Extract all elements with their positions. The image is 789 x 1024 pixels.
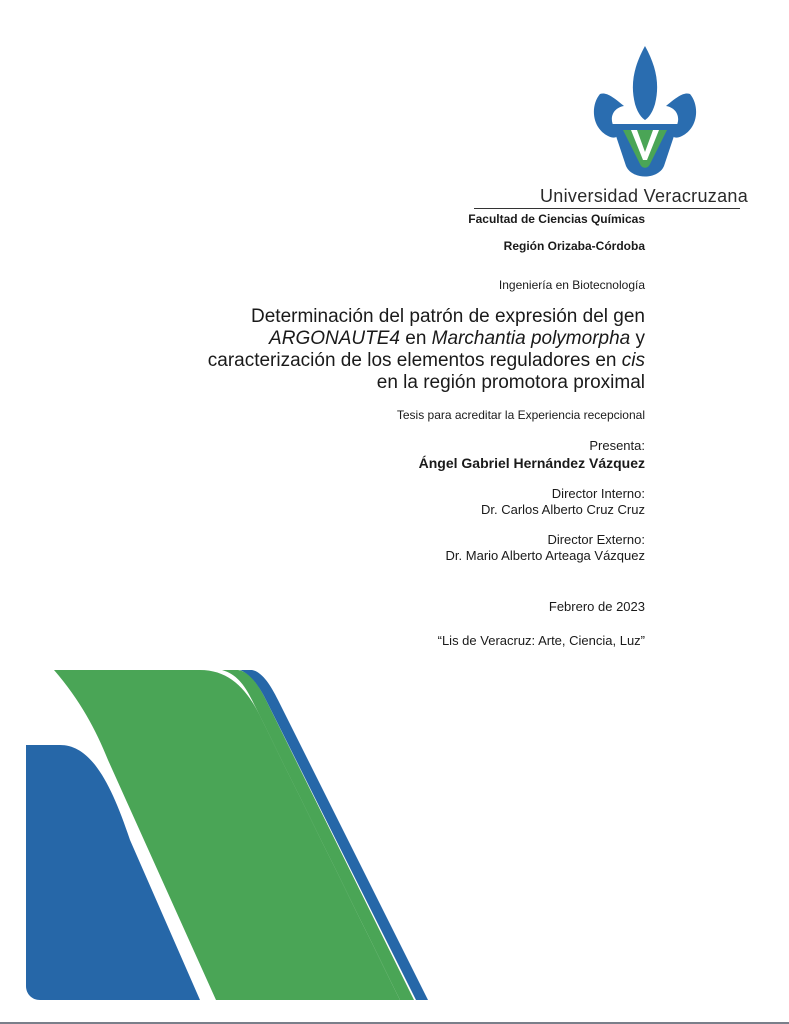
university-name-rule — [474, 208, 740, 209]
university-logo-icon — [590, 44, 700, 184]
program-name: Ingeniería en Biotecnología — [498, 278, 645, 292]
region-name: Región Orizaba-Córdoba — [503, 239, 645, 253]
presenta-label: Presenta: — [589, 438, 645, 453]
university-motto: “Lis de Veracruz: Arte, Ciencia, Luz” — [437, 633, 645, 648]
wave-bands-decoration — [0, 660, 789, 1024]
faculty-name: Facultad de Ciencias Químicas — [468, 212, 645, 226]
title-species: Marchantia polymorpha — [431, 328, 631, 349]
title-cis: cis — [621, 350, 645, 371]
uv-wave-bands-icon — [0, 660, 789, 1024]
title-gene: ARGONAUTE4 — [269, 328, 400, 349]
title-part2: en — [399, 328, 432, 349]
director-interno-label: Director Interno: — [551, 486, 645, 501]
director-interno-name: Dr. Carlos Alberto Cruz Cruz — [481, 502, 645, 517]
title-part1: Determinación del patrón de expresión del gen — [251, 306, 645, 327]
thesis-title — [185, 306, 645, 394]
thesis-purpose: Tesis para acreditar la Experiencia recepcional — [396, 408, 645, 422]
title-part4: en la región promotora proximal — [376, 372, 645, 393]
director-externo-label: Director Externo: — [547, 532, 645, 547]
title-part3: y caracterización de los elementos reguladores en — [207, 328, 645, 371]
thesis-date: Febrero de 2023 — [548, 599, 645, 614]
university-name: Universidad Veracruzana — [540, 186, 749, 206]
director-externo-name: Dr. Mario Alberto Arteaga Vázquez — [445, 548, 645, 563]
author-name: Ángel Gabriel Hernández Vázquez — [418, 455, 645, 471]
fleur-de-lis-logo-icon — [590, 44, 700, 184]
